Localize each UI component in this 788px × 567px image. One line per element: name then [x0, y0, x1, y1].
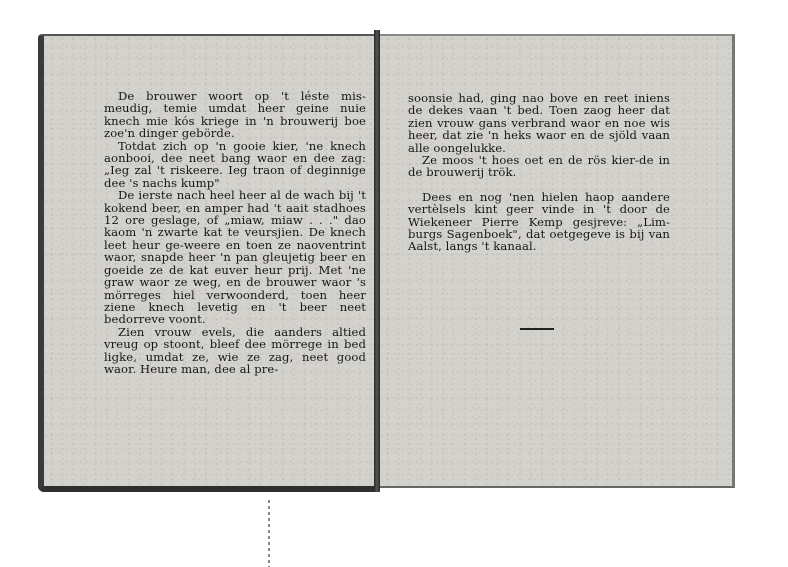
- left-paragraph-4: Zien vrouw evels, die aanders altied vreug op stoont, bleef dee mörrege in bed ligke, umdat ze, wie ze zag, neet good waor. Heure man, dee al pre-: [104, 324, 366, 376]
- right-paragraph-2: Ze moos 't hoes oet en de rös kier-de in de brouwerij trök.: [408, 153, 670, 180]
- right-page: [380, 34, 735, 488]
- left-paragraph-2: Totdat zich op 'n gooie kier, 'ne knech aonbooi, dee neet bang waor en dee zag: „Ieg zal 't riskeere. Ieg traon of deginnige dee 's nachs kump": [104, 138, 366, 190]
- open-book: [32, 26, 740, 494]
- left-page: [38, 34, 380, 492]
- right-paragraph-3: Dees en nog 'nen hielen haop aandere vertèlsels kint geer vinde in 't door de Wiekeneer Pierre Kemp gesjreve: „Lim-burgs Sagenboek", dat oetgegeve is bij van Aalst, langs 't kanaal.: [408, 189, 670, 254]
- end-divider-rule: [520, 328, 554, 330]
- left-paragraph-3: De ierste nach heel heer al de wach bij 't kokend beer, en amper had 't aait stadhoes 12 ore geslage, of „miaw, miaw . . ." dao kaom 'n zwarte kat te veursjien. De knech leet heur ge-weere en toen ze naoventrint waor, snapde heer 'n pan gleujetig beer en goeide ze de kat euver heur prij. Met 'ne graw waor ze weg, en de brouwer waor 's mörreges hiel verwoonderd, toen heer ziene knech levetig en 't beer neet bedorreve voont.: [104, 188, 366, 327]
- right-paragraph-1: soonsie had, ging nao bove en reet iniens de dekes vaan 't bed. Toen zaog heer dat zien vrouw gans verbrand waor en noe wis heer, dat zie 'n heks waor en de sjöld vaan alle oongelukke.: [408, 91, 670, 155]
- left-paragraph-1: De brouwer woort op 't léste mis-meudig, temie umdat heer geine nuie knech mie kós kriege in 'n brouwerij boe zoe'n dinger gebörde.: [104, 89, 366, 141]
- paper-crease-line: [268, 500, 270, 567]
- left-page-text: [104, 90, 366, 375]
- right-page-text: [408, 92, 670, 253]
